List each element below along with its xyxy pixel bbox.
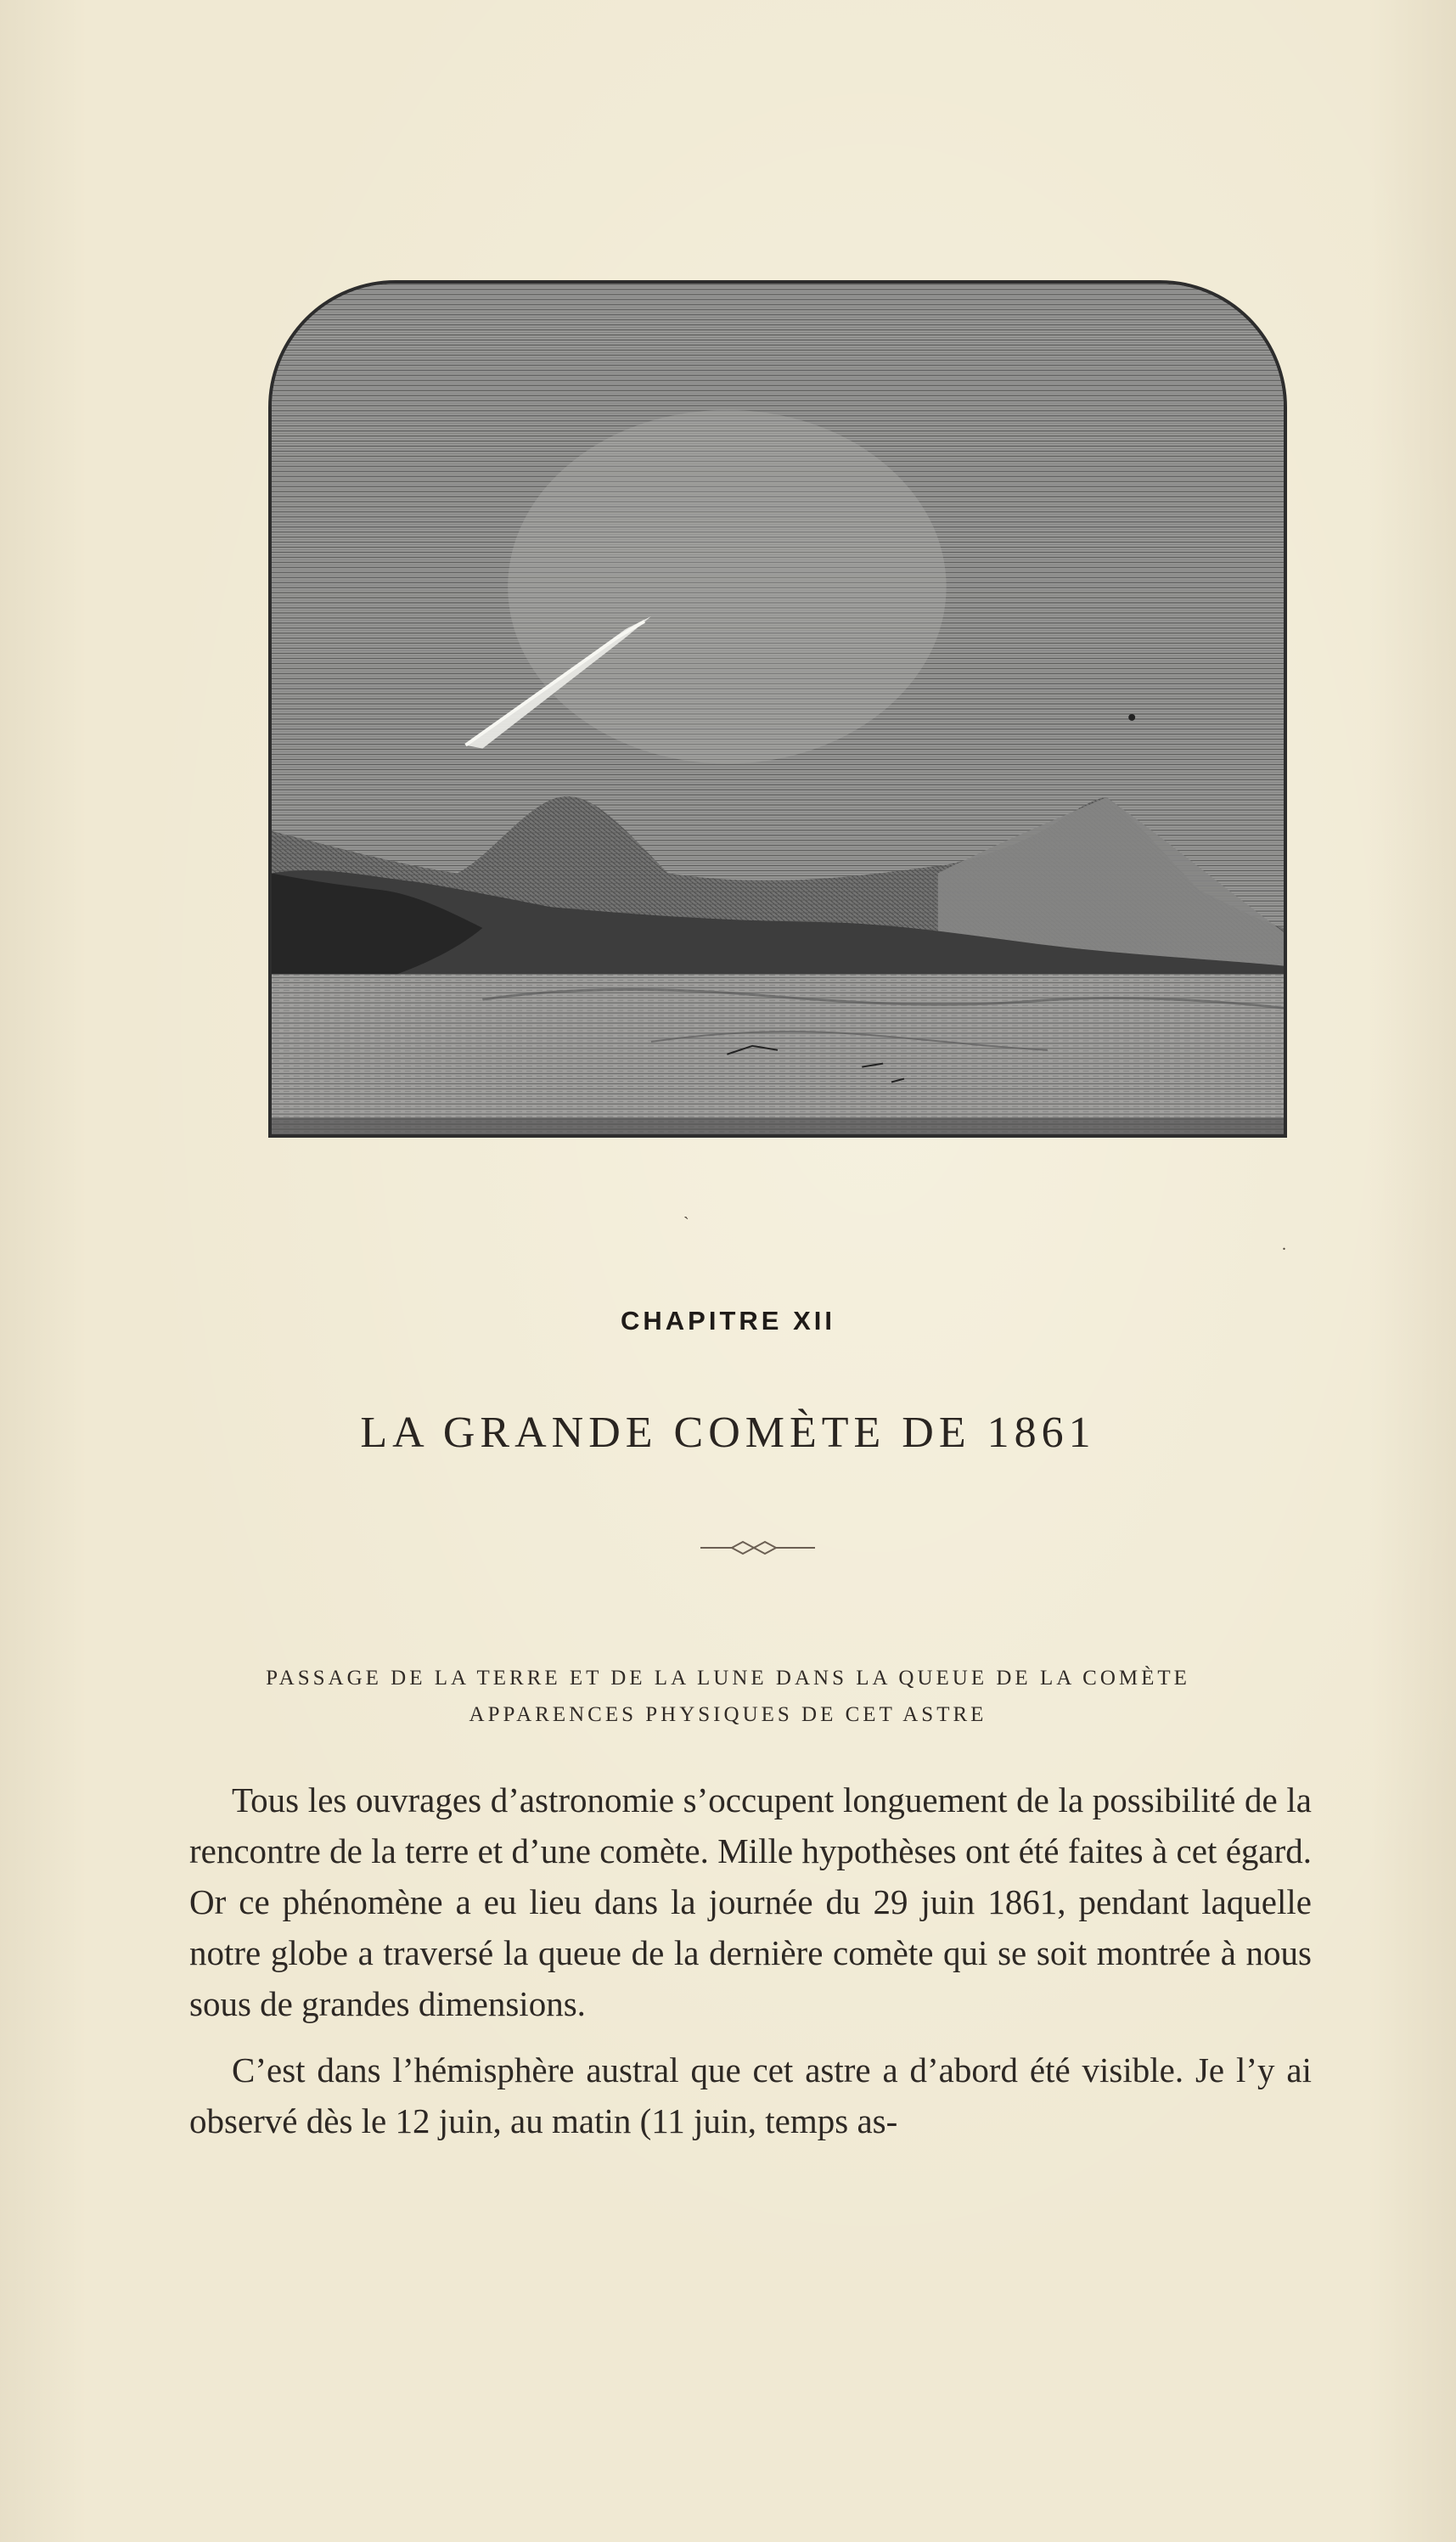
comet-over-lagoon-engraving-icon (272, 284, 1284, 1134)
engraving-illustration (268, 280, 1287, 1138)
paragraph: Tous les ouvrages d’astronomie s’occupent longuement de la possibilité de la rencontre de la terre et d’une comète. Mille hypothèses ont été faites à cet égard. Or ce phénomène a eu lieu dans la journée du 29 juin 1861, pendant laquelle notre globe a traversé la queue de la dernière comète qui se soit montrée à nous sous de grandes dimensions. (189, 1780, 1312, 2023)
ink-speck: . (1282, 1235, 1286, 1254)
decorative-ornament-icon (700, 1535, 815, 1561)
chapter-summary-line-2: APPARENCES PHYSIQUES DE CET ASTRE (469, 1703, 987, 1726)
paragraph: C’est dans l’hémisphère austral que cet astre a d’abord été visible. Je l’y ai observé dès le 12 juin, au matin (11 juin, temps as- (189, 2050, 1312, 2140)
chapter-label: CHAPITRE XII (621, 1306, 835, 1336)
chapter-summary-line-1: PASSAGE DE LA TERRE ET DE LA LUNE DANS LA QUEUE DE LA COMÈTE (266, 1667, 1190, 1690)
chapter-body (189, 1774, 1312, 2162)
chapter-title: LA GRANDE COMÈTE DE 1861 (360, 1409, 1096, 1457)
ink-speck: ˋ (683, 1214, 689, 1233)
